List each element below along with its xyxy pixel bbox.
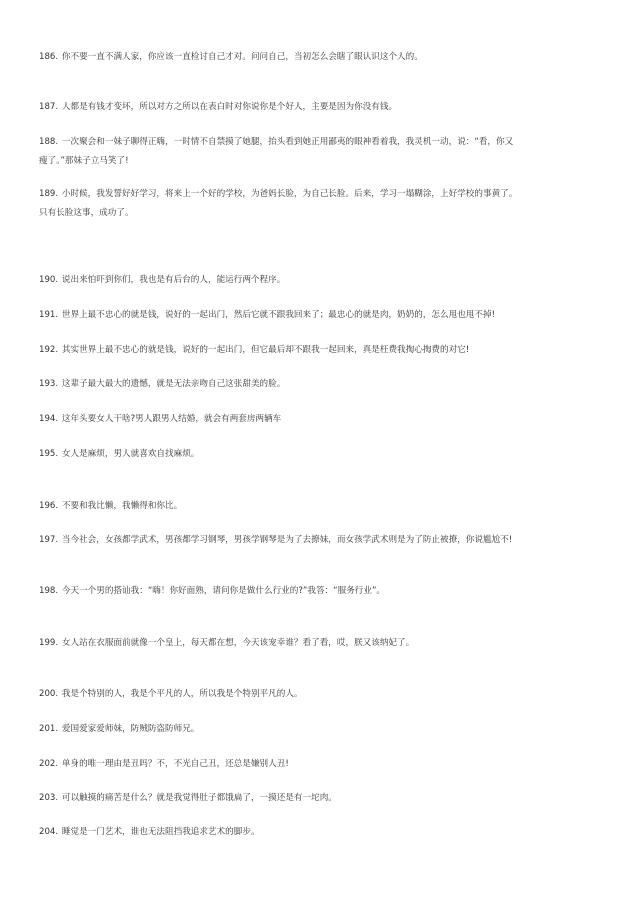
item-text: 女人是麻烦，男人就喜欢自找麻烦。 <box>61 449 200 459</box>
list-item <box>39 341 519 360</box>
item-number: 192. <box>39 345 59 355</box>
list-item <box>39 133 519 171</box>
item-text: 其实世界上最不忠心的就是钱，说好的一起出门，但它最后却不跟我一起回来，真是枉费我掏心掏费的对它! <box>61 345 470 355</box>
item-text: 当今社会，女孩都学武术，男孩都学习钢琴，男孩学钢琴是为了去撩妹，而女孩学武术则是为了防止被撩，你说尴尬不! <box>61 535 513 545</box>
item-number: 200. <box>39 689 59 699</box>
list-item <box>39 531 519 550</box>
item-number: 199. <box>39 638 59 648</box>
list-item <box>39 375 519 394</box>
item-text: 单身的唯一理由是丑吗？不，不光自己丑，还总是嫌别人丑! <box>61 759 289 769</box>
item-number: 191. <box>39 310 59 320</box>
item-text: 人都是有钱才变坏，所以对方之所以在表白时对你说你是个好人，主要是因为你没有钱。 <box>61 102 398 112</box>
item-text: 爱国爱家爱师妹，防贼防盗防师兄。 <box>61 724 200 734</box>
item-text: 你不要一直不满人家，你应该一直检讨自己才对。问问自己，当初怎么会瞎了眼认识这个人的。 <box>61 52 423 62</box>
item-text: 我是个特别的人，我是个平凡的人，所以我是个特别平凡的人。 <box>61 689 303 699</box>
item-text: 不要和我比懒，我懒得和你比。 <box>61 501 183 511</box>
item-text: 今天一个男的搭讪我：“嗨！你好面熟，请问你是做什么行业的?”我答：“服务行业”。 <box>61 586 386 596</box>
item-number: 201. <box>39 724 59 734</box>
list-item <box>39 634 519 653</box>
item-text: 可以触摸的痛苦是什么？就是我觉得肚子都饿扁了，一摸还是有一坨肉。 <box>61 793 337 803</box>
item-text: 一次聚会和一妹子聊得正嗨，一时情不自禁摸了她腿，抬头看到她正用鄙夷的眼神看着我，我灵机一动，说：“看，你又瘦了。”那妹子立马笑了! <box>39 137 514 166</box>
item-text: 小时候，我发誓好好学习，将来上一个好的学校，为爸妈长脸，为自己长脸。后来，学习一塌糊涂，上好学校的事黄了。只有长脸这事，成功了。 <box>39 189 518 218</box>
item-number: 194. <box>39 414 59 424</box>
list-item <box>39 685 519 704</box>
list-item <box>39 755 519 774</box>
item-number: 196. <box>39 501 59 511</box>
item-number: 197. <box>39 535 59 545</box>
list-item <box>39 98 519 117</box>
item-text: 睡觉是一门艺术，谁也无法阻挡我追求艺术的脚步。 <box>61 827 260 837</box>
item-text: 世界上最不忠心的就是钱，说好的一起出门，然后它就不跟我回来了；最忠心的就是肉，奶奶的，怎么甩也甩不掉! <box>61 310 496 320</box>
item-number: 187. <box>39 102 59 112</box>
list-item <box>39 306 519 325</box>
list-item <box>39 582 519 601</box>
item-number: 202. <box>39 759 59 769</box>
item-number: 189. <box>39 189 59 199</box>
list-item <box>39 185 519 223</box>
list-item <box>39 410 519 429</box>
item-number: 186. <box>39 52 59 62</box>
list-item <box>39 823 519 842</box>
item-number: 190. <box>39 275 59 285</box>
item-number: 195. <box>39 449 59 459</box>
list-item <box>39 497 519 516</box>
item-number: 203. <box>39 793 59 803</box>
item-text: 这辈子最大最大的遗憾，就是无法亲吻自己这张甜美的脸。 <box>61 379 286 389</box>
item-text: 这年头要女人干啥?男人跟男人结婚，就会有两套房两辆车 <box>61 414 282 424</box>
list-item <box>39 789 519 808</box>
item-text: 女人站在衣服面前就像一个皇上，每天都在想，今天该宠幸谁？看了看，哎，朕又该纳妃了。 <box>61 638 415 648</box>
item-text: 说出来怕吓到你们，我也是有后台的人，能运行两个程序。 <box>61 275 286 285</box>
list-item <box>39 720 519 739</box>
list-item <box>39 445 519 464</box>
list-item <box>39 271 519 290</box>
item-number: 193. <box>39 379 59 389</box>
item-number: 188. <box>39 137 59 147</box>
item-number: 204. <box>39 827 59 837</box>
item-number: 198. <box>39 586 59 596</box>
list-item <box>39 48 519 67</box>
